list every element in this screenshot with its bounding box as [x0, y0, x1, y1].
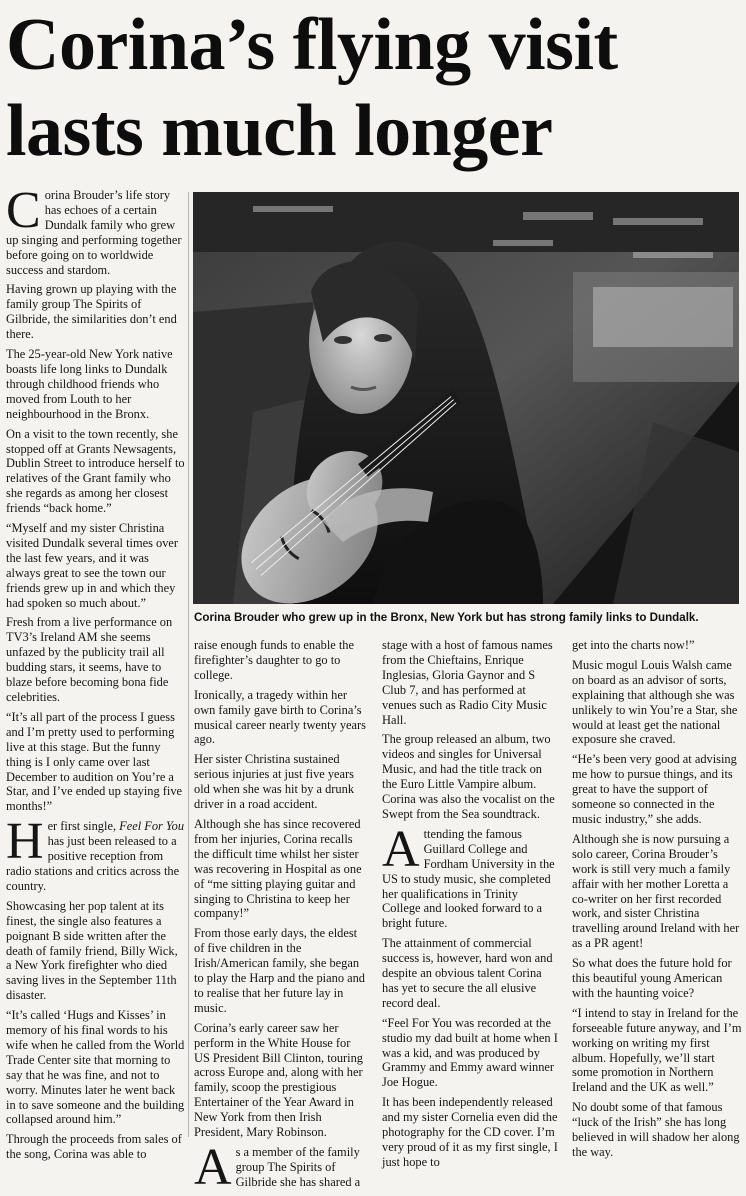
paragraph [572, 956, 742, 1001]
drop-cap: A [382, 820, 420, 878]
paragraph-text: Through the proceeds from sales of the song, Corina was able to [6, 1132, 182, 1162]
paragraph-text: Corina’s early career saw her perform in the White House for US President Bill Clinton, touring across Europe and, along with her family, scoop the prestigious Entertainer of the Year Award in New York from then Irish President, Mary Robinson. [194, 1020, 364, 1140]
paragraph [382, 1095, 558, 1170]
paragraph-text: The attainment of commercial success is, however, hard won and despite an obvious talent Corina has yet to secure the all elusive record deal. [382, 936, 553, 1010]
paragraph-text: ttending the famous Guillard College and Fordham University in the US to study music, she completed her qualifications in Trinity College and looked forward to a bright future. [382, 826, 555, 931]
article-column-3 [382, 638, 558, 1175]
paragraph [572, 1006, 742, 1095]
paragraph-text: Ironically, a tragedy within her own family gave birth to Corina’s musical career nearly twenty years ago. [194, 687, 367, 747]
paragraph [572, 658, 742, 747]
paragraph [6, 1008, 186, 1127]
paragraph-text: “It’s called ‘Hugs and Kisses’ in memory of his final words to his wife when he called from the World Trade Center site that morning to say that he was fine, and not to worry. Minutes later he went back in to save someone and the building collapsed around him.” [6, 1008, 185, 1127]
drop-cap: C [6, 182, 41, 239]
paragraph-lead: er first single, [47, 819, 120, 834]
paragraph-text: So what does the future hold for this beautiful young American with the haunting voice? [572, 956, 732, 1000]
article-photo [193, 192, 739, 604]
paragraph [6, 1132, 186, 1162]
paragraph [6, 710, 186, 814]
paragraph [572, 638, 742, 653]
paragraph-text: Music mogul Louis Walsh came on board as an advisor of sorts, explaining that although she was unlikely to win You’re a Star, she would at least get the national exposure she craved. [572, 657, 738, 747]
paragraph-text: stage with a host of famous names from the Chieftains, Enrique Inglesias, Gloria Gaynor and S Club 7, and has performed at venues such as Radio City Music Hall. [382, 638, 553, 727]
paragraph-text: Fresh from a live performance on TV3’s Ireland AM she seems unfazed by the publicity trail all budding stars, it seems, have to blaze before becoming bona fide celebrities. [6, 615, 173, 704]
paragraph-text: The group released an album, two videos and singles for Universal Music, and had the title track on the Euro Little Vampire album. Corina was also the vocalist on the Swept from the Sea soundtrack. [382, 732, 555, 821]
paragraph-text: No doubt some of that famous “luck of the Irish” she has long believed in will shadow her along the way. [572, 1100, 740, 1159]
photo-caption: Corina Brouder who grew up in the Bronx, New York but has strong family links to Dundalk. [194, 611, 699, 624]
paragraph-text: “Feel For You was recorded at the studio my dad built at home when I was a kid, and was produced by Grammy and Emmy award winner Joe Hogue. [382, 1015, 558, 1090]
paragraph [6, 521, 186, 610]
paragraph [382, 1016, 558, 1091]
article-column-4 [572, 638, 742, 1165]
paragraph [6, 282, 186, 342]
paragraph [194, 1139, 368, 1196]
paragraph-text: “He’s been very good at advising me how to pursue things, and its great to have the support of someone so connected in the music industry,” she adds. [572, 752, 737, 826]
paragraph [6, 899, 186, 1003]
paragraph [194, 817, 368, 921]
paragraph [382, 638, 558, 727]
drop-cap: A [194, 1139, 232, 1196]
headline-line-2: lasts much longer [6, 90, 553, 172]
paragraph [194, 752, 368, 812]
paragraph-text: raise enough funds to enable the firefighter’s daughter to go to college. [194, 638, 354, 682]
article-column-2 [194, 638, 368, 1195]
paragraph [6, 182, 186, 277]
column-rule [188, 192, 189, 1137]
paragraph-text: From those early days, the eldest of five children in the Irish/American family, she began to play the Harp and the piano and to realise that her future lay in music. [194, 926, 366, 1015]
paragraph [6, 615, 186, 704]
paragraph-text: The 25-year-old New York native boasts life long links to Dundalk through childhood friends who moved from Louth to her neighbourhood in the Bronx. [6, 347, 173, 421]
paragraph [194, 688, 368, 748]
paragraph-text: Having grown up playing with the family group The Spirits of Gilbride, the similarities don’t end there. [6, 282, 177, 342]
paragraph-text: Although she has since recovered from her injuries, Corina recalls the difficult time whilst her sister was recovering in Hospital as one of “me sitting playing guitar and singing to Christina to keep her company!” [194, 816, 362, 921]
paragraph [572, 752, 742, 827]
paragraph-text: Although she is now pursuing a solo career, Corina Brouder’s work is still very much a family affair with her mother Loretta a co-writer on her first recorded work, and sister Christina travelling around Ireland with her as a PR agent! [572, 831, 740, 951]
drop-cap: H [6, 813, 44, 871]
paragraph-text: Showcasing her pop talent at its finest, the single also features a poignant B side written after the death of family friend, Billy Wick, a New York firefighter who died saving lives in the September 11th disaster. [6, 898, 178, 1003]
paragraph-text: has just been released to a positive reception from radio stations and critics across the country. [6, 834, 180, 893]
paragraph-text: Her sister Christina sustained serious injuries at just five years old when she was hit by a drunk driver in a road accident. [194, 752, 355, 812]
paragraph-text: orina Brouder’s life story has echoes of a certain Dundalk family who grew up singing and performing together before going on to worldwide success and stardom. [6, 188, 182, 277]
paragraph [382, 936, 558, 1011]
paragraph [382, 732, 558, 821]
paragraph [194, 926, 368, 1015]
headline [6, 2, 742, 174]
paragraph-text: It has been independently released and my sister Cornelia even did the photography for the CD cover. I’m very proud of it as my first single, I just hope to [382, 1095, 558, 1169]
paragraph [572, 1100, 742, 1160]
paragraph-text: On a visit to the town recently, she stopped off at Grants Newsagents, Dublin Street to introduce herself to relatives of the Grant family who she regards as among her closest friends “back home.” [6, 426, 185, 516]
headline-line-1: Corina’s flying visit [6, 4, 618, 86]
paragraph [382, 820, 558, 931]
paragraph [194, 638, 368, 683]
paragraph-text: get into the charts now!” [572, 638, 695, 652]
paragraph-text: “It’s all part of the process I guess and I’m pretty used to performing live at this stage. But the funny thing is I only came over last December to audition on You’re a Star, and I’ve ended up staying five months!” [6, 709, 183, 814]
paragraph-text: “Myself and my sister Christina visited Dundalk several times over the last few years, and it was always great to see the town our friends grew up in and which they had spoken so much about.” [6, 521, 179, 610]
paragraph [6, 347, 186, 422]
photo-illustration [193, 192, 739, 604]
paragraph [6, 813, 186, 894]
article-column-1 [6, 182, 186, 1167]
paragraph [194, 1021, 368, 1140]
paragraph-text: “I intend to stay in Ireland for the forseeable future anyway, and I’m working on writing my first album. Hopefully, we’ll start some promotion in Northern Ireland and the UK as well.” [572, 1005, 742, 1095]
paragraph-text: s a member of the family group The Spirits of Gilbride she has shared a [235, 1145, 361, 1189]
paragraph [572, 832, 742, 951]
paragraph [6, 427, 186, 516]
song-title: Feel For You [119, 819, 185, 834]
